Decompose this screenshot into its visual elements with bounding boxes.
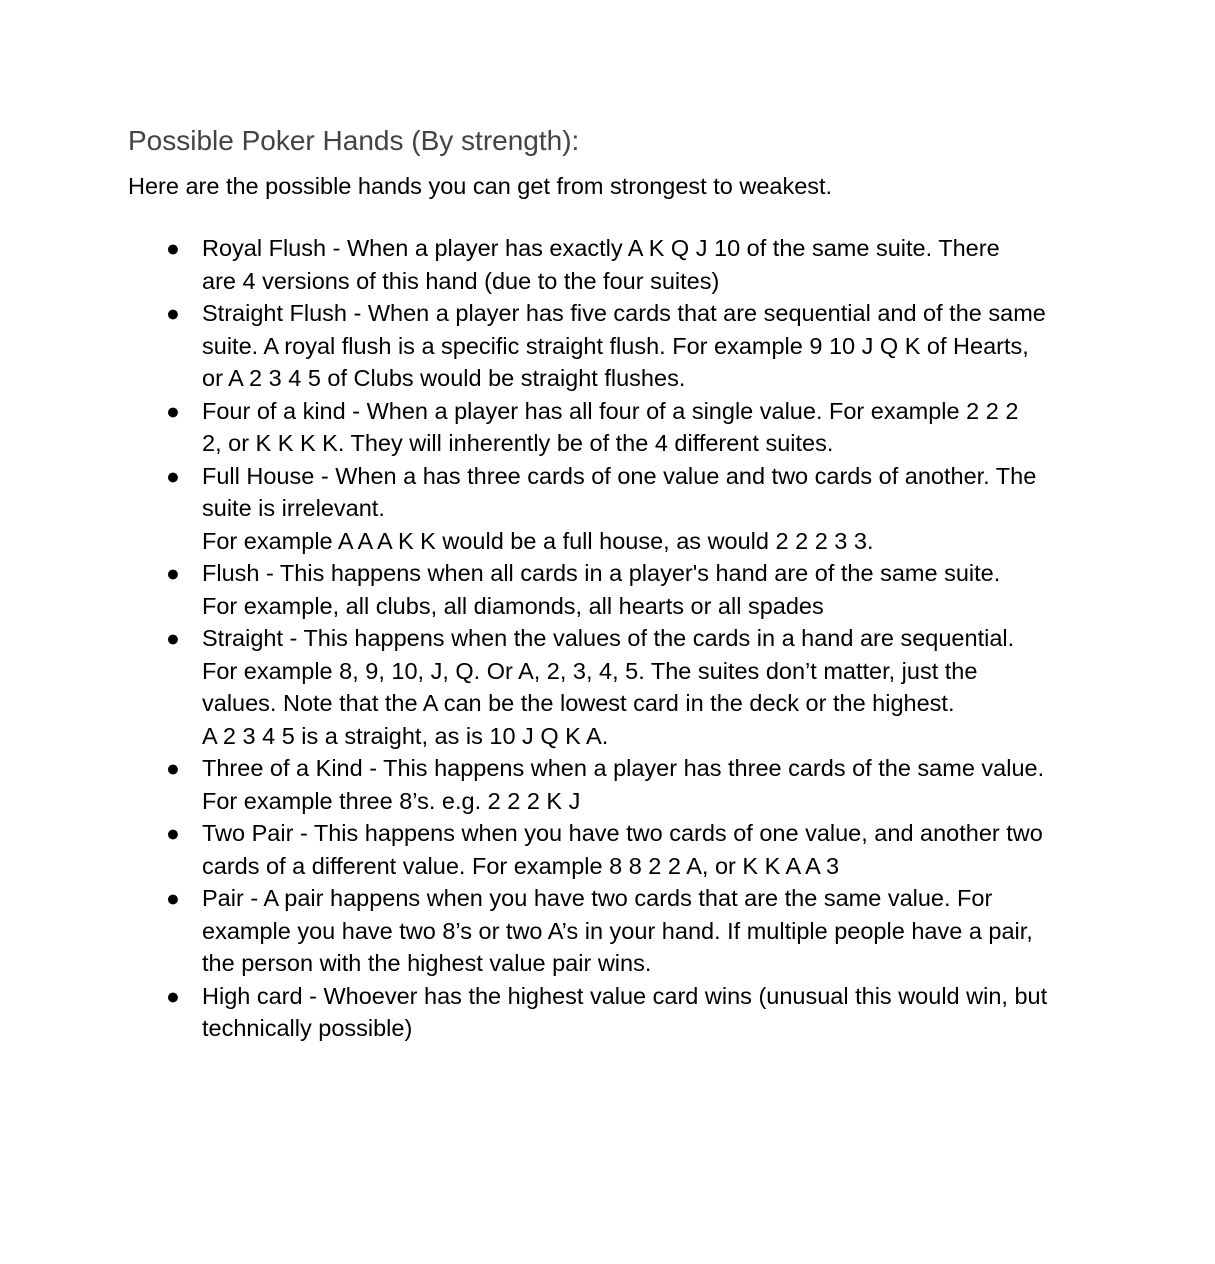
list-item-text-line: For example 8, 9, 10, J, Q. Or A, 2, 3, 4, 5. The suites don’t matter, just the bbox=[202, 657, 978, 684]
bullet-icon: ● bbox=[166, 560, 180, 586]
list-item-text-line: Full House - When a has three cards of one value and two cards of another. The bbox=[202, 462, 1037, 489]
list-item-text-line: values. Note that the A can be the lowest card in the deck or the highest. bbox=[202, 690, 955, 716]
bullet-icon: ● bbox=[166, 235, 180, 261]
list-item bbox=[128, 622, 1103, 752]
bullet-icon: ● bbox=[166, 462, 180, 489]
list-item-text-line: suite is irrelevant. bbox=[202, 495, 385, 521]
list-item-text-line: Straight - This happens when the values of the cards in a hand are sequential. bbox=[202, 625, 1015, 651]
list-item-text-line: Flush - This happens when all cards in a player's hand are of the same suite. bbox=[202, 560, 1001, 586]
bullet-icon: ● bbox=[166, 982, 180, 1009]
list-item-text-line: the person with the highest value pair wins. bbox=[202, 950, 652, 976]
page-heading: Possible Poker Hands (By strength): bbox=[128, 125, 580, 156]
list-item bbox=[128, 297, 1103, 395]
list-item bbox=[128, 557, 1103, 622]
list-item-text-line: Pair - A pair happens when you have two cards that are the same value. For bbox=[202, 885, 993, 911]
poker-hands-list bbox=[128, 232, 1103, 1045]
list-item-text-line: technically possible) bbox=[202, 1015, 413, 1041]
list-item-text-line: are 4 versions of this hand (due to the four suites) bbox=[202, 267, 720, 294]
document-page bbox=[128, 122, 1103, 1045]
list-item bbox=[128, 980, 1103, 1045]
list-item-text-line: Two Pair - This happens when you have two cards of one value, and another two bbox=[202, 820, 1043, 846]
bullet-icon: ● bbox=[166, 820, 180, 846]
list-item-text-line: 2, or K K K K. They will inherently be of the 4 different suites. bbox=[202, 430, 834, 456]
bullet-icon: ● bbox=[166, 625, 180, 651]
list-item-text-line: cards of a different value. For example 8 8 2 2 A, or K K A A 3 bbox=[202, 852, 840, 879]
list-item-text-line: Three of a Kind - This happens when a player has three cards of the same value. bbox=[202, 755, 1045, 781]
list-item-text-line: Four of a kind - When a player has all four of a single value. For example 2 2 2 bbox=[202, 397, 1019, 424]
list-item-text-line: suite. A royal flush is a specific straight flush. For example 9 10 J Q K of Hearts, bbox=[202, 332, 1029, 359]
bullet-icon: ● bbox=[166, 300, 180, 326]
bullet-icon: ● bbox=[166, 755, 180, 781]
bullet-icon: ● bbox=[166, 885, 180, 911]
list-item-text-line: Royal Flush - When a player has exactly A K Q J 10 of the same suite. There bbox=[202, 235, 1000, 261]
list-item-text-line: For example A A A K K would be a full house, as would 2 2 2 3 3. bbox=[202, 527, 874, 554]
intro-paragraph: Here are the possible hands you can get from strongest to weakest. bbox=[128, 173, 833, 199]
bullet-icon: ● bbox=[166, 397, 180, 424]
list-item-text-line: For example three 8’s. e.g. 2 2 2 K J bbox=[202, 787, 581, 814]
list-item bbox=[128, 817, 1103, 882]
list-item bbox=[128, 395, 1103, 460]
list-item-text-line: For example, all clubs, all diamonds, all hearts or all spades bbox=[202, 592, 824, 619]
list-item bbox=[128, 460, 1103, 558]
list-item bbox=[128, 752, 1103, 817]
list-item-text-line: example you have two 8’s or two A’s in your hand. If multiple people have a pair, bbox=[202, 917, 1033, 944]
list-item bbox=[128, 882, 1103, 980]
list-item-text-line: or A 2 3 4 5 of Clubs would be straight flushes. bbox=[202, 365, 686, 391]
list-item-text-line: High card - Whoever has the highest value card wins (unusual this would win, but bbox=[202, 982, 1048, 1009]
list-item-text-line: Straight Flush - When a player has five cards that are sequential and of the same bbox=[202, 300, 1046, 326]
list-item-text-line: A 2 3 4 5 is a straight, as is 10 J Q K A. bbox=[202, 722, 609, 749]
list-item bbox=[128, 232, 1103, 297]
